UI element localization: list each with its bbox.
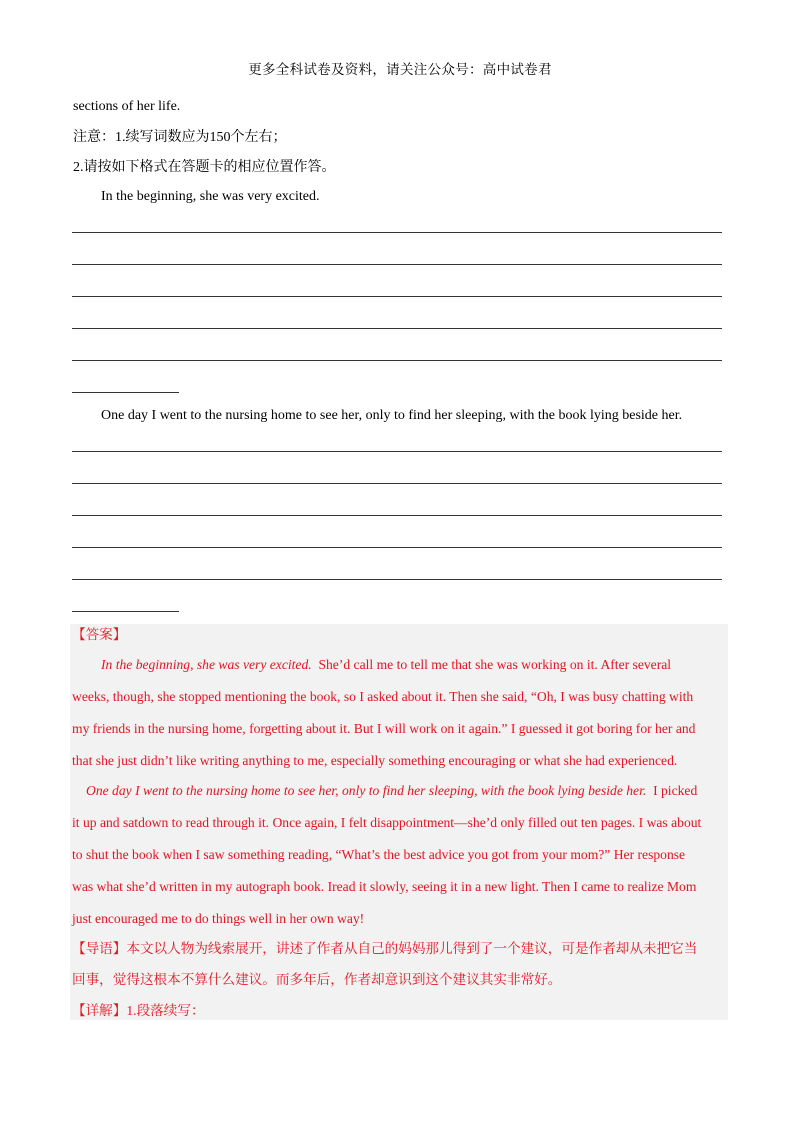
writing-line <box>72 328 722 329</box>
writing-line <box>72 360 722 361</box>
guide-text-1: 本文以人物为线索展开，讲述了作者从自己的妈妈那儿得到了一个建议，可是作者却从未把它当 <box>126 941 698 956</box>
paragraph1-prompt: In the beginning, she was very excited. <box>101 189 320 204</box>
writing-line <box>72 547 722 548</box>
guide-line2: 回事，觉得这根本不算什么建议。而多年后，作者却意识到这个建议其实非常好。 <box>72 972 562 987</box>
detail-line <box>72 1002 205 1020</box>
writing-line <box>72 264 722 265</box>
answer-p1-lead: In the beginning, she was very excited. <box>101 657 312 672</box>
writing-line <box>72 515 722 516</box>
note-format: 2.请按如下格式在答题卡的相应位置作答。 <box>73 160 336 175</box>
detail-text: 1.段落续写： <box>126 1003 205 1018</box>
answer-p1-line4: that she just didn’t like writing anything to me, especially something encouraging or what she had experienced. <box>72 753 678 768</box>
guide-label: 【导语】 <box>72 941 127 956</box>
answer-p2-line5: just encouraged me to do things well in her own way! <box>72 911 365 926</box>
writing-line <box>72 483 722 484</box>
note-word-count: 注意：1.续写词数应为150个左右； <box>73 130 287 145</box>
answer-p1-line1 <box>101 656 671 674</box>
writing-line <box>72 579 722 580</box>
writing-line <box>72 232 722 233</box>
answer-p1-line3: my friends in the nursing home, forgetting about it. But I will work on it again.” I guessed it got boring for her and <box>72 721 696 736</box>
writing-line-short <box>72 392 179 393</box>
answer-p2-line1 <box>86 782 697 800</box>
guide-line1 <box>72 940 697 958</box>
answer-p2-text: I picked <box>653 783 698 798</box>
answer-label: 【答案】 <box>72 627 127 642</box>
answer-p1-line2: weeks, though, she stopped mentioning the book, so I asked about it. Then she said, “Oh, I was busy chatting with <box>72 689 694 704</box>
writing-line-short <box>72 611 179 612</box>
writing-line <box>72 451 722 452</box>
paragraph2-prompt: One day I went to the nursing home to see her, only to find her sleeping, with the book lying beside her. <box>101 408 683 423</box>
answer-p2-line3: to shut the book when I saw something reading, “What’s the best advice you got from your mom?” Her response <box>72 847 686 862</box>
writing-line <box>72 296 722 297</box>
answer-p1-text: She’d call me to tell me that she was working on it. After several <box>318 657 672 672</box>
answer-p2-line4: was what she’d written in my autograph book. Iread it slowly, seeing it in a new light. Then I came to realize Mom <box>72 879 697 894</box>
detail-label: 【详解】 <box>72 1003 127 1018</box>
answer-p2-line2: it up and satdown to read through it. Once again, I felt disappointment—she’d only filled out ten pages. I was about <box>72 815 702 830</box>
page-header: 更多全科试卷及资料，请关注公众号：高中试卷君 <box>248 62 552 77</box>
answer-p2-lead: One day I went to the nursing home to see her, only to find her sleeping, with the book lying beside her. <box>86 783 647 798</box>
intro-continuation: sections of her life. <box>73 99 181 114</box>
